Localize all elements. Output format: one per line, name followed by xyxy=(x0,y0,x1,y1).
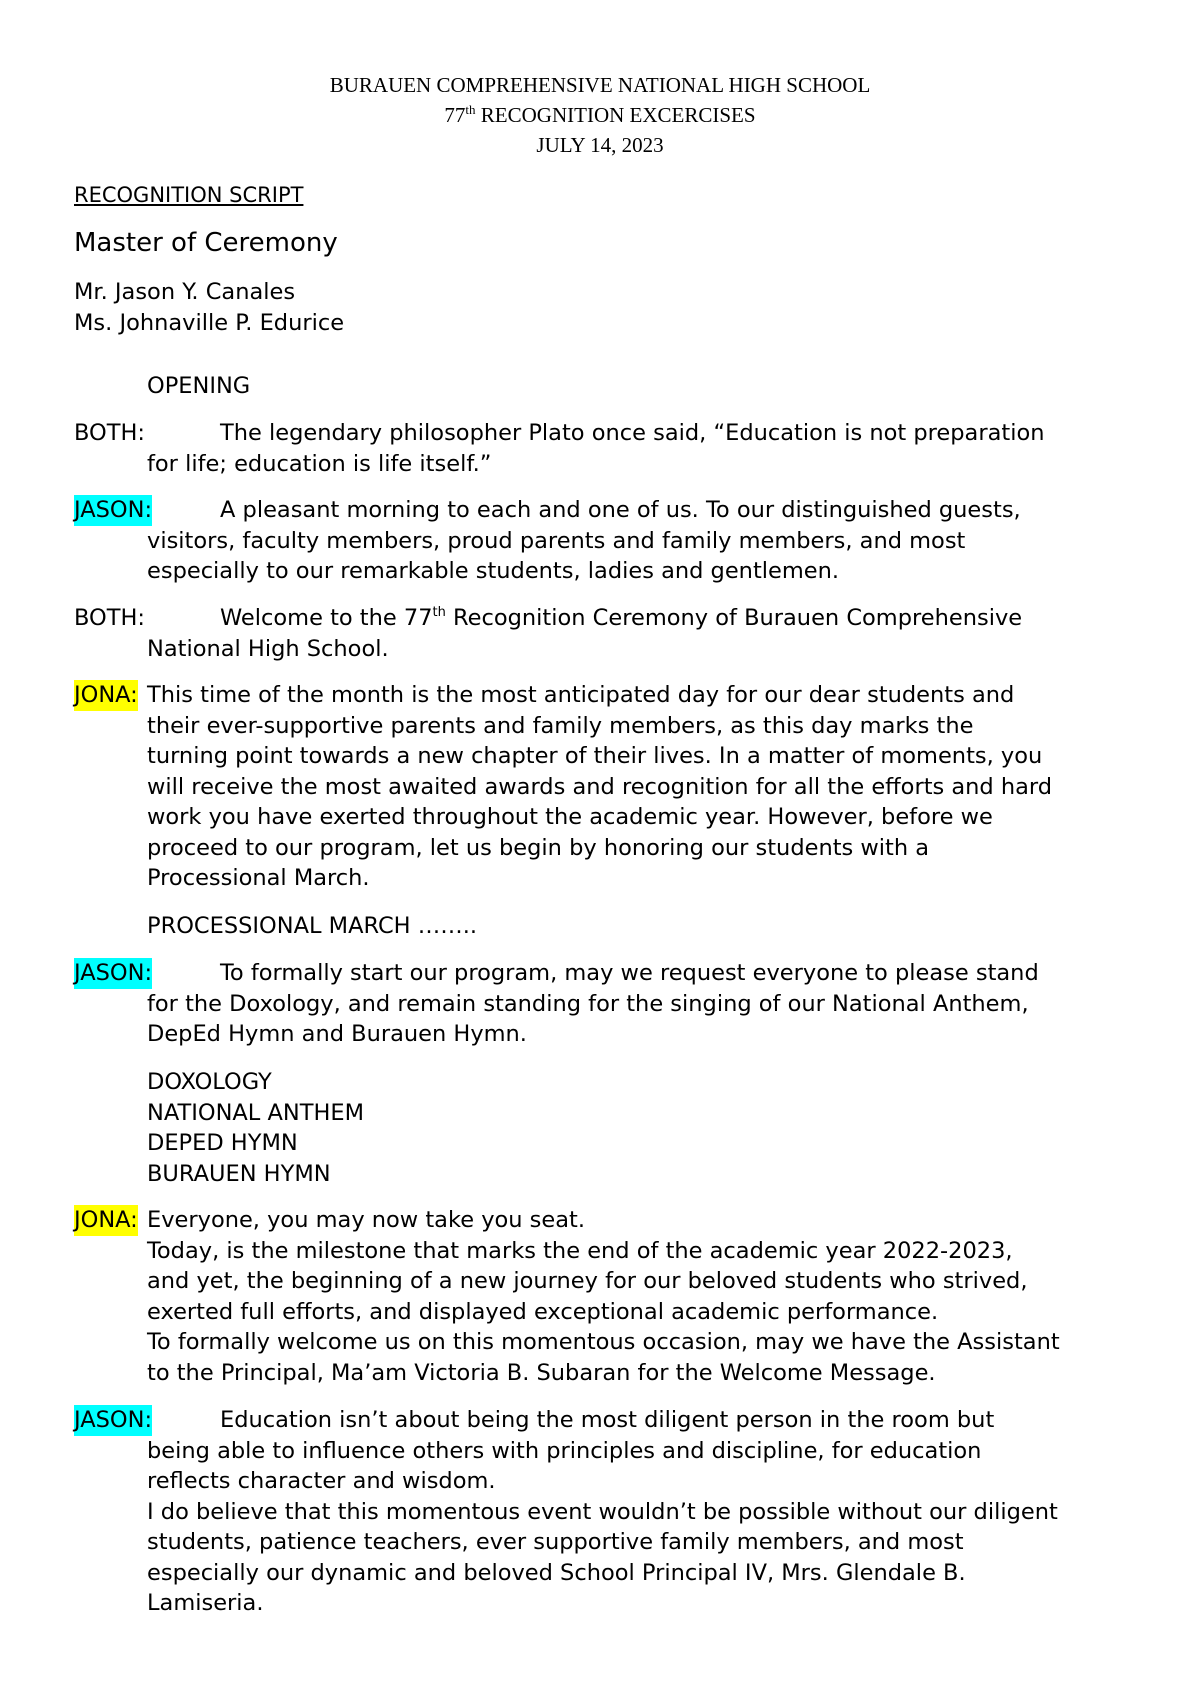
speaker-label: JASON: xyxy=(74,495,152,526)
speech-superscript: th xyxy=(432,605,446,620)
speech-line: Lamiseria. xyxy=(147,1590,264,1616)
mc-name-1: Mr. Jason Y. Canales xyxy=(74,279,296,305)
speech-line: Processional March. xyxy=(147,865,370,891)
speech-jona-1 xyxy=(74,680,1154,894)
speech-line: DepEd Hymn and Burauen Hymn. xyxy=(147,1021,527,1047)
speech-line: work you have exerted throughout the academic year. However, before we xyxy=(147,804,993,830)
speech-both-1 xyxy=(74,418,1154,479)
speaker-label: JONA: xyxy=(74,680,138,711)
speech-line: National High School. xyxy=(147,635,389,662)
speech-line: their ever-supportive parents and family members, as this day marks the xyxy=(147,712,974,739)
school-name: BURAUEN COMPREHENSIVE NATIONAL HIGH SCHOOL xyxy=(329,73,871,97)
anthem-cue-list xyxy=(147,1067,364,1189)
speech-line: turning point towards a new chapter of their lives. In a matter of moments, you xyxy=(147,743,1043,769)
speech-line: A pleasant morning to each and one of us. To our distinguished guests, xyxy=(220,497,1021,523)
mc-names xyxy=(74,277,344,338)
speech-line: exerted full efforts, and displayed exceptional academic performance. xyxy=(147,1298,939,1325)
mc-heading: Master of Ceremony xyxy=(74,228,338,258)
speech-line: for life; education is life itself.” xyxy=(147,450,492,477)
speech-jason-1 xyxy=(74,495,1154,587)
event-suffix: th xyxy=(465,102,476,117)
speech-jason-3 xyxy=(74,1405,1154,1619)
speech-jason-2 xyxy=(74,958,1154,1050)
cue-doxology: DOXOLOGY xyxy=(147,1069,272,1095)
speaker-label: BOTH: xyxy=(74,420,145,446)
processional-cue: PROCESSIONAL MARCH …….. xyxy=(147,913,478,939)
speech-line: Education isn’t about being the most diligent person in the room but xyxy=(220,1407,995,1433)
speech-line xyxy=(74,603,1154,634)
cue-deped-hymn: DEPED HYMN xyxy=(147,1130,298,1156)
event-title xyxy=(0,100,1200,130)
speech-line: reflects character and wisdom. xyxy=(147,1468,496,1494)
speech-line: This time of the month is the most anticipated day for our dear students and xyxy=(147,682,1015,708)
speech-line: To formally welcome us on this momentous occasion, may we have the Assistant xyxy=(147,1329,1060,1355)
speech-line: especially our dynamic and beloved School Principal IV, Mrs. Glendale B. xyxy=(147,1559,966,1586)
speech-text: Welcome to the 77 xyxy=(220,605,433,631)
document-header xyxy=(0,70,1200,160)
speech-line: to the Principal, Ma’am Victoria B. Subaran for the Welcome Message. xyxy=(147,1359,936,1386)
event-name: RECOGNITION EXCERCISES xyxy=(475,103,756,127)
mc-name-2: Ms. Johnaville P. Edurice xyxy=(74,309,345,336)
speech-line: for the Doxology, and remain standing for the singing of our National Anthem, xyxy=(147,990,1029,1017)
speaker-label: JONA: xyxy=(74,1205,138,1236)
cue-national-anthem: NATIONAL ANTHEM xyxy=(147,1099,364,1126)
speech-line: especially to our remarkable students, ladies and gentlemen. xyxy=(147,558,840,584)
speech-text: Recognition Ceremony of Burauen Comprehensive xyxy=(445,605,1023,631)
speech-line: The legendary philosopher Plato once said, “Education is not preparation xyxy=(220,420,1045,446)
cue-burauen-hymn: BURAUEN HYMN xyxy=(147,1160,331,1187)
speech-line: I do believe that this momentous event wouldn’t be possible without our diligent xyxy=(147,1498,1058,1525)
speaker-label: BOTH: xyxy=(74,605,145,631)
speech-line: Today, is the milestone that marks the end of the academic year 2022-2023, xyxy=(147,1237,1013,1264)
speech-line: being able to influence others with principles and discipline, for education xyxy=(147,1437,982,1464)
speech-line: students, patience teachers, ever supportive family members, and most xyxy=(147,1529,964,1555)
speech-line: To formally start our program, may we request everyone to please stand xyxy=(220,960,1039,986)
script-title: RECOGNITION SCRIPT xyxy=(74,183,304,207)
speech-line: visitors, faculty members, proud parents and family members, and most xyxy=(147,527,966,554)
speech-line: and yet, the beginning of a new journey for our beloved students who strived, xyxy=(147,1268,1028,1294)
speaker-label: JASON: xyxy=(74,1405,152,1436)
speech-line: Everyone, you may now take you seat. xyxy=(147,1207,586,1233)
opening-cue: OPENING xyxy=(147,373,251,399)
speech-jona-2 xyxy=(74,1205,1154,1388)
speaker-label: JASON: xyxy=(74,958,152,989)
event-number: 77 xyxy=(444,103,466,127)
event-date: JULY 14, 2023 xyxy=(536,133,664,157)
speech-both-2 xyxy=(74,603,1154,664)
speech-line: proceed to our program, let us begin by honoring our students with a xyxy=(147,834,930,861)
speech-line: will receive the most awaited awards and recognition for all the efforts and hard xyxy=(147,773,1053,800)
